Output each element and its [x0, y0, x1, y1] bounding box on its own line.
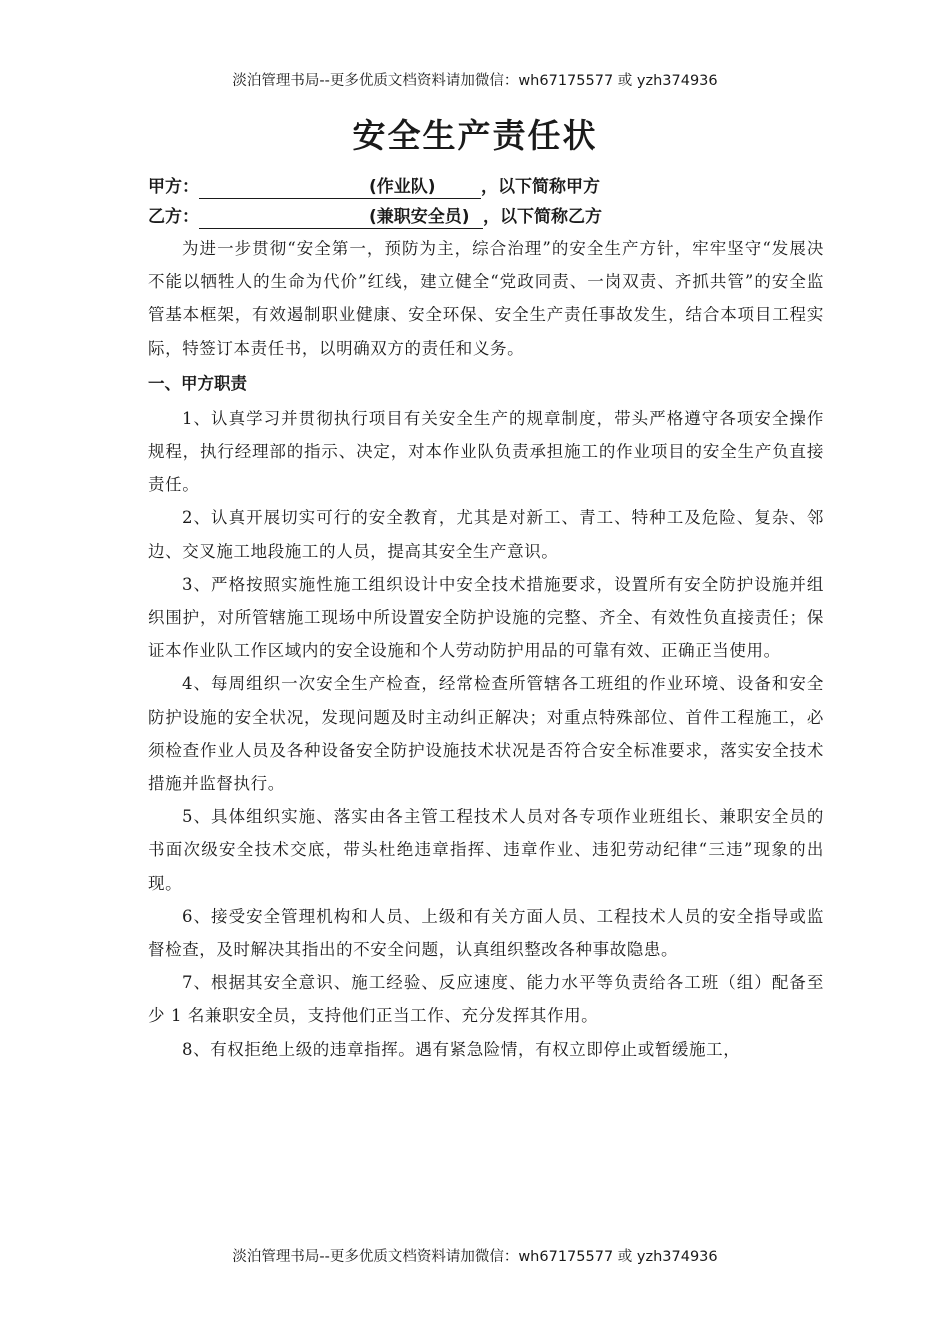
document-title: 安全生产责任状: [352, 116, 598, 155]
page-footer: 淡泊管理书局--更多优质文档资料请加微信：wh67175577 或 yzh374936: [232, 1249, 718, 1265]
party-b-label: 乙方：: [148, 207, 199, 227]
party-a-suffix: ，以下简称甲方: [481, 177, 600, 197]
section-heading-party-a-duties: 一、甲方职责: [148, 373, 247, 393]
party-b-role: (兼职安全员): [369, 207, 470, 227]
party-a-line: [148, 172, 824, 202]
party-b-fill-blank: [199, 206, 483, 229]
clause-paragraph: 3、严格按照实施性施工组织设计中安全技术措施要求，设置所有安全防护设施并组织围护，对所管辖施工现场中所设置安全防护设施的完整、齐全、有效性负直接责任；保证本作业队工作区域内的安全设施和个人劳动防护用品的可靠有效、正确正当使用。: [148, 574, 824, 661]
party-a-label: 甲方：: [148, 177, 199, 197]
document-body: [148, 172, 824, 1066]
clause-paragraph: 1、认真学习并贯彻执行项目有关安全生产的规章制度，带头严格遵守各项安全操作规程，执行经理部的指示、决定，对本作业队负责承担施工的作业项目的安全生产负直接责任。: [148, 408, 824, 495]
party-b-line: [148, 202, 824, 232]
clause-paragraph: 5、具体组织实施、落实由各主管工程技术人员对各专项作业班组长、兼职安全员的书面次级安全技术交底，带头杜绝违章指挥、违章作业、违犯劳动纪律“三违”现象的出现。: [148, 807, 824, 893]
party-a-fill-blank: [199, 176, 481, 199]
clause-paragraph: 4、每周组织一次安全生产检查，经常检查所管辖各工班组的作业环境、设备和安全防护设施的安全状况，发现问题及时主动纠正解决；对重点特殊部位、首件工程施工，必须检查作业人员及各种设备安全防护设施技术状况是否符合安全标准要求，落实安全技术措施并监督执行。: [148, 674, 824, 794]
clause-paragraph: 6、接受安全管理机构和人员、上级和有关方面人员、工程技术人员的安全指导或监督检查，及时解决其指出的不安全问题，认真组织整改各种事故隐患。: [148, 906, 824, 960]
party-a-role: (作业队): [369, 177, 436, 197]
clause-paragraph: 2、认真开展切实可行的安全教育，尤其是对新工、青工、特种工及危险、复杂、邻边、交叉施工地段施工的人员，提高其安全生产意识。: [148, 508, 824, 561]
clause-paragraph: 8、有权拒绝上级的违章指挥。遇有紧急险情，有权立即停止或暂缓施工，: [182, 1039, 741, 1059]
clause-paragraph: 7、根据其安全意识、施工经验、反应速度、能力水平等负责给各工班（组）配备至少 1 名兼职安全员，支持他们正当工作、充分发挥其作用。: [148, 973, 824, 1026]
intro-paragraph: 为进一步贯彻“安全第一，预防为主，综合治理”的安全生产方针，牢牢坚守“发展决不能以牺牲人的生命为代价”红线，建立健全“党政同责、一岗双责、齐抓共管”的安全监管基本框架，有效遏制职业健康、安全环保、安全生产责任事故发生，结合本项目工程实际，特签订本责任书，以明确双方的责任和义务。: [148, 239, 824, 358]
party-b-suffix: ，以下简称乙方: [483, 207, 602, 227]
page-header: 淡泊管理书局--更多优质文档资料请加微信：wh67175577 或 yzh374936: [232, 73, 718, 89]
